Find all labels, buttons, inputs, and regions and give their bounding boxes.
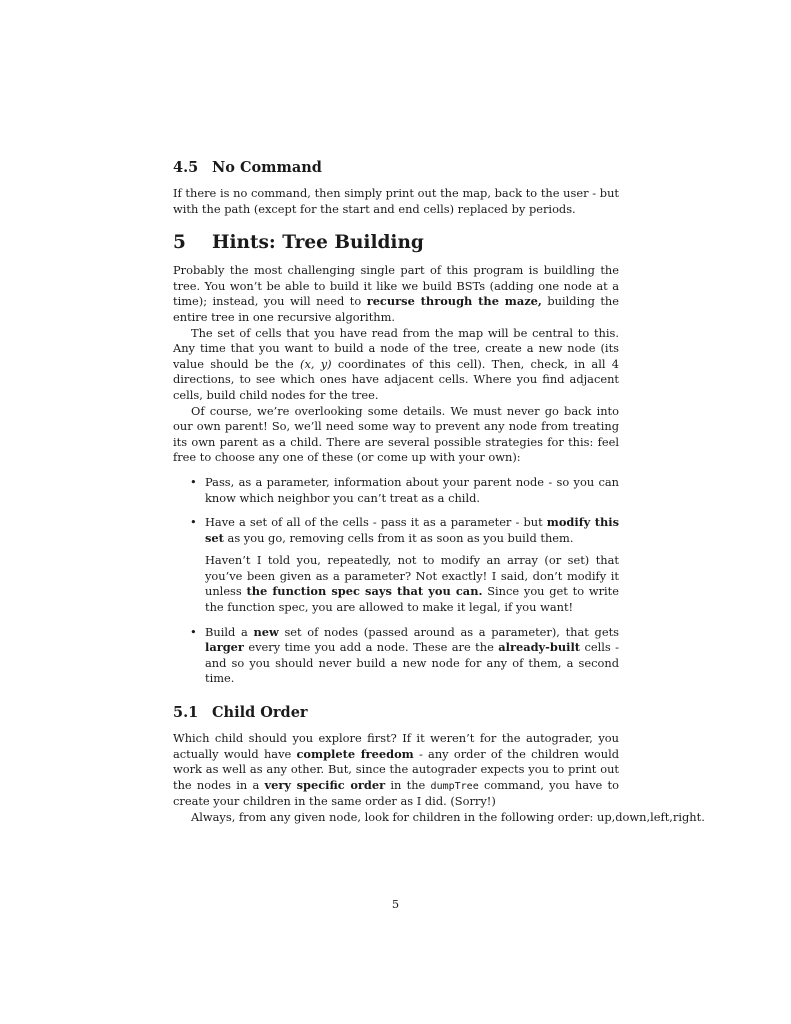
- bullet-icon: •: [190, 624, 197, 639]
- section-number: 4.5: [173, 159, 199, 176]
- paragraph: Probably the most challenging single part of this program is buildling the tree. You won’t be able to build it like we build BSTs (adding one node at a time); instead, you will need to recurse through the maze, building the entire tree in one recursive algorithm.: [173, 263, 619, 324]
- bullet-icon: •: [190, 515, 197, 530]
- section-number: 5: [173, 232, 186, 254]
- section-title: No Command: [212, 159, 322, 176]
- page-number: 5: [391, 897, 400, 911]
- section-title: Hints: Tree Building: [212, 232, 424, 254]
- document-page: [173, 158, 705, 826]
- paragraph: If there is no command, then simply print out the map, back to the user - but with the path (except for the start and end cells) replaced by periods.: [173, 186, 619, 216]
- paragraph: Of course, we’re overlooking some details. We must never go back into our own parent! So, we’ll need some way to prevent any node from treating its own parent as a child. There are several possible strategies for this: feel free to choose any one of these (or come up with your own):: [173, 403, 619, 465]
- section-heading-4-5: [173, 158, 619, 178]
- paragraph: Always, from any given node, look for children in the following order: up,down,left,right.: [191, 810, 705, 824]
- list-item: • Pass, as a parameter, information about your parent node - so you can know which neighbor you can’t treat as a child.: [190, 474, 619, 505]
- strategy-list: [173, 475, 619, 687]
- list-item: • Build a new set of nodes (passed around as a parameter), that gets larger every time you add a node. These are the already-built cells - and so you should never build a new node for any of them, a second time.: [190, 624, 619, 686]
- section-heading-5: [173, 231, 619, 255]
- paragraph: Which child should you explore first? If it weren’t for the autograder, you actually would have complete freedom - any order of the children would work as well as any other. But, since the autograder expects you to print out the nodes in a very specific order in the dumpTree command, you have to create your children in the same order as I did. (Sorry!): [173, 731, 620, 809]
- list-item: • Have a set of all of the cells - pass it as a parameter - but modify this set as you go, removing cells from it as soon as you build them. Haven’t I told you, repeatedly, not to modify an array (or set) that you’ve been given as a parameter? Not exactly! I said, don’t modify it unless the function spec says that you can. Since you get to write the function spec, you are allowed to make it legal, if you want!: [190, 515, 619, 615]
- section-heading-5-1: [173, 703, 619, 723]
- code-dumptree: dumpTree: [430, 780, 479, 792]
- bullet-icon: •: [190, 474, 197, 489]
- section-title: Child Order: [212, 704, 308, 722]
- paragraph: The set of cells that you have read from the map will be central to this. Any time that you want to build a node of the tree, create a new node (its value should be the (x, y) coordinates of this cell). Then, check, in all 4 directions, to see which ones have adjacent cells. Where you find adjacent cells, build child nodes for the tree.: [173, 325, 619, 402]
- section-number: 5.1: [173, 704, 199, 722]
